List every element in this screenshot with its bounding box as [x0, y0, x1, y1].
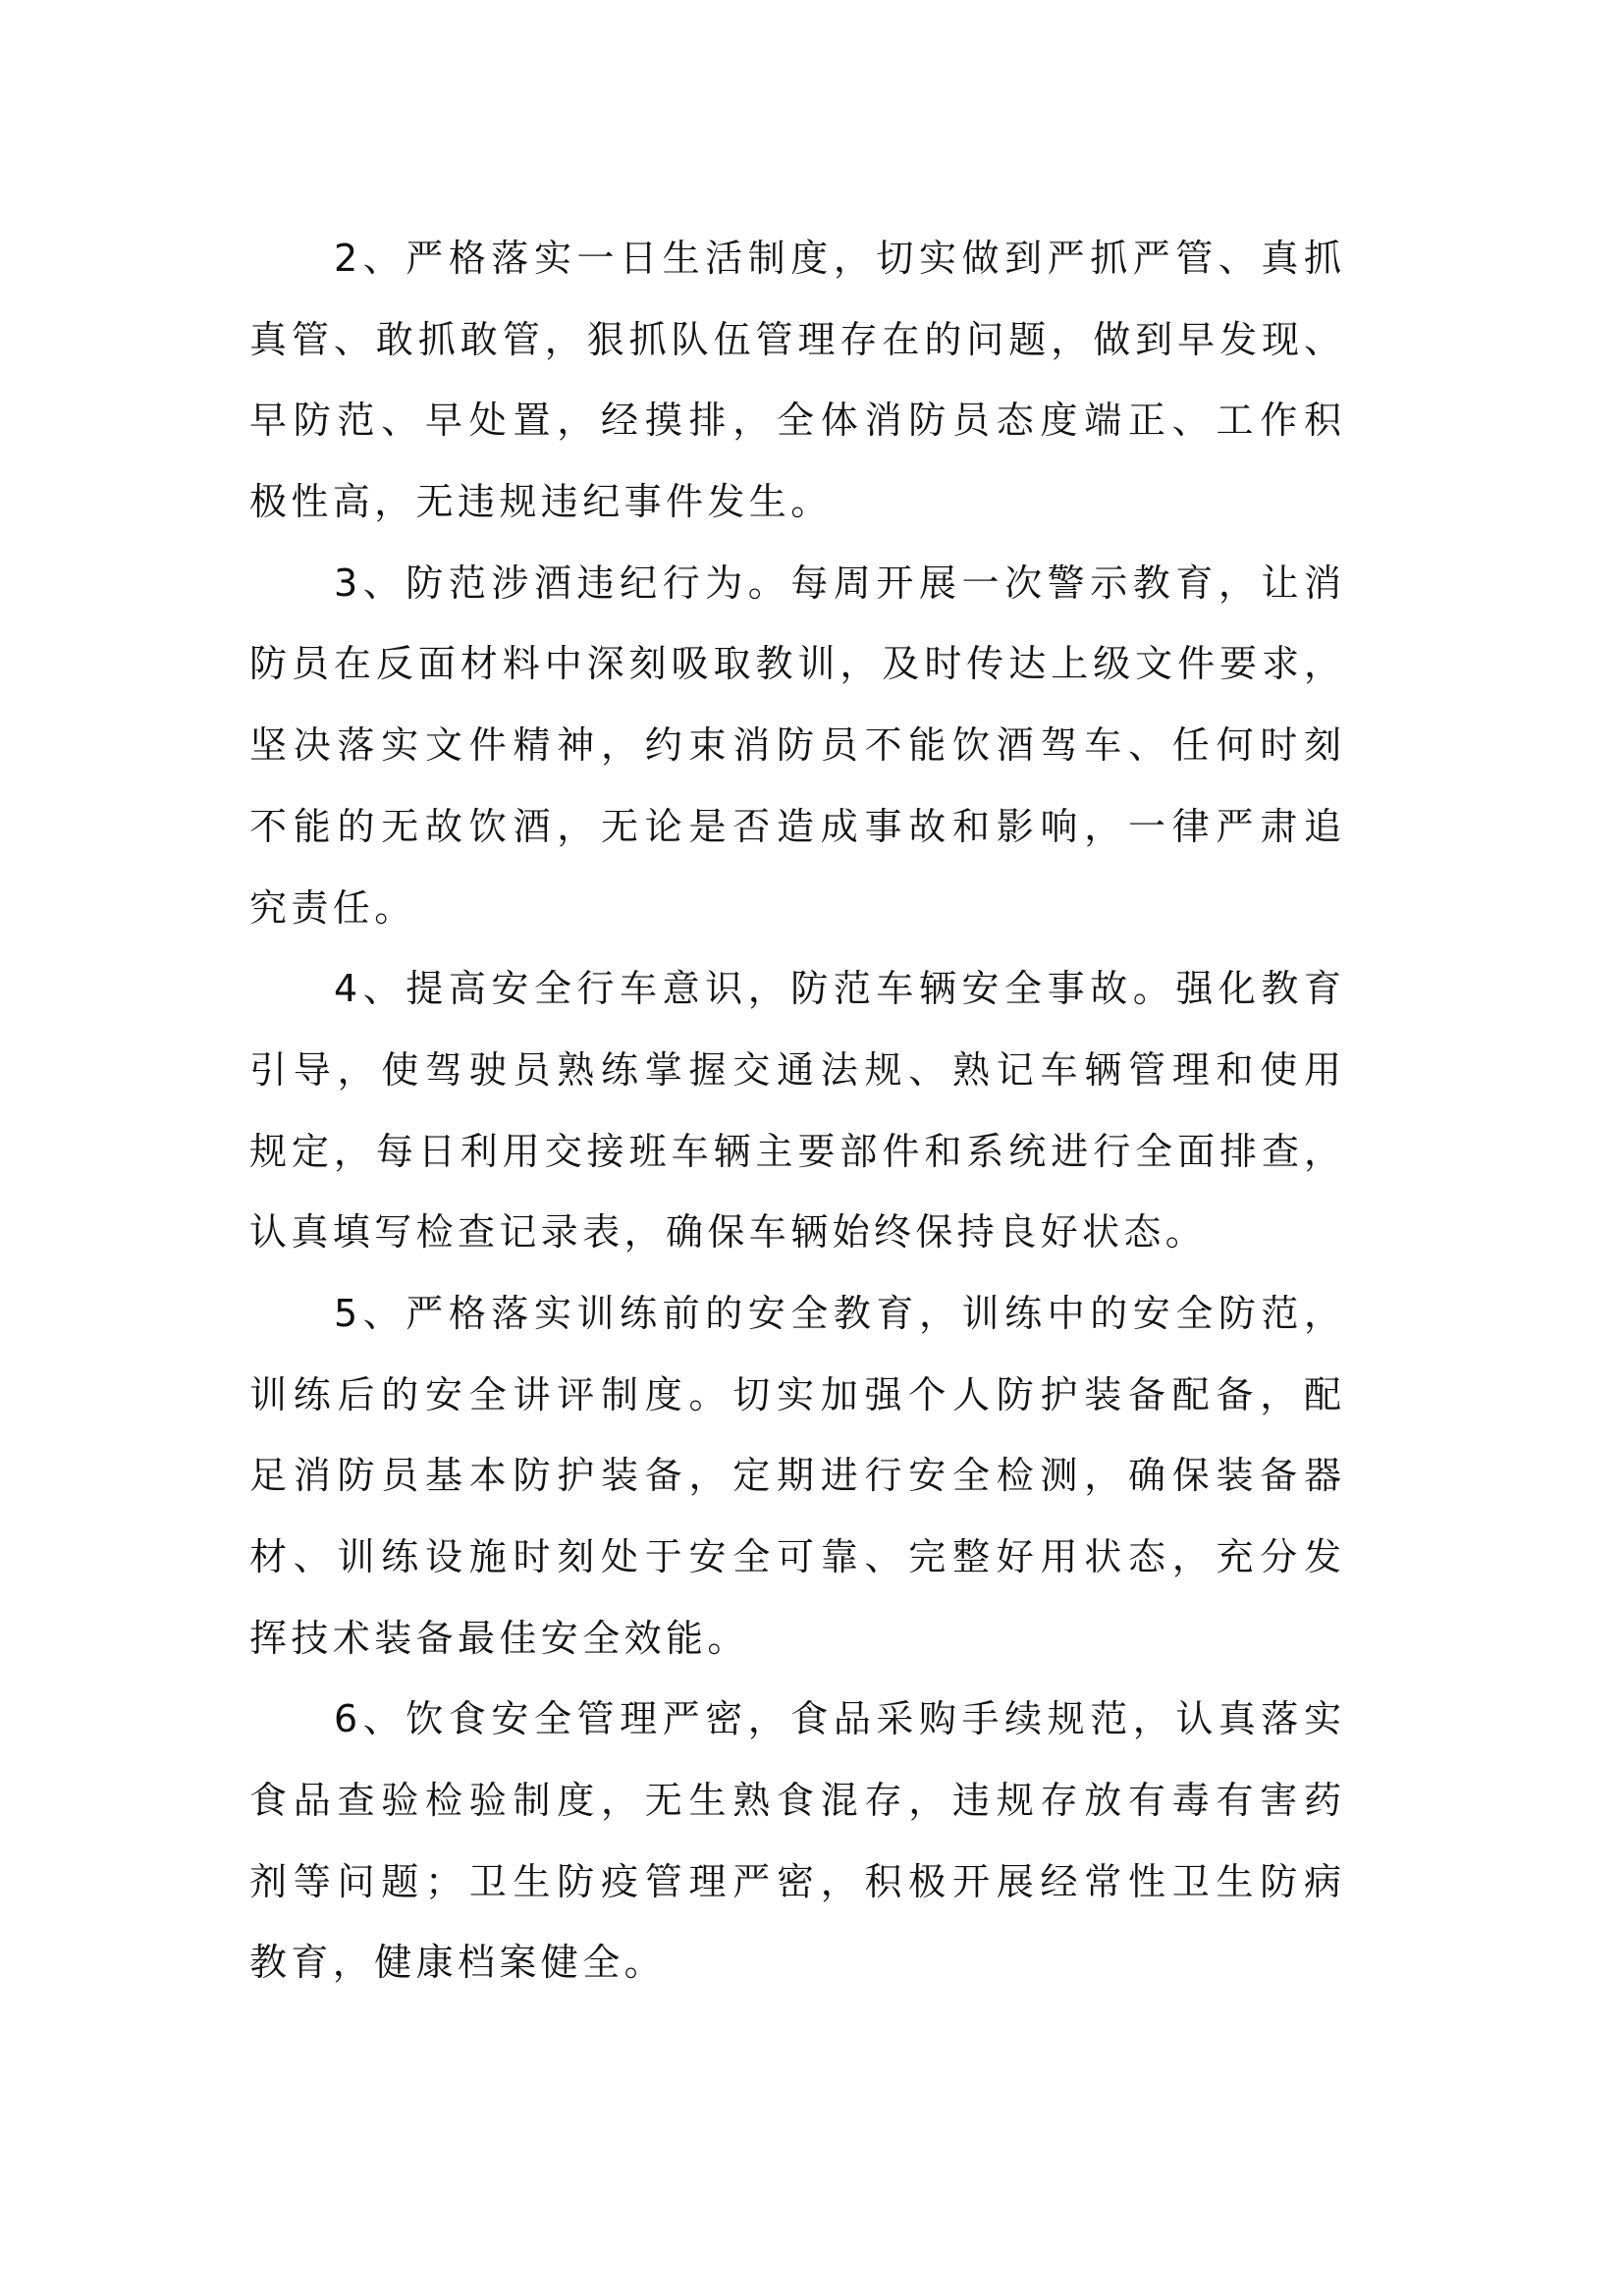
text-line: 引导，使驾驶员熟练掌握交通法规、熟记车辆管理和使用 [249, 1047, 1343, 1092]
text-line: 不能的无故饮酒，无论是否造成事故和影响，一律严肃追 [249, 804, 1343, 848]
text-line: 3、防范涉酒违纪行为。每周开展一次警示教育，让消 [334, 561, 1343, 605]
text-line: 究责任。 [249, 885, 416, 930]
text-line: 认真填写检查记录表，确保车辆始终保持良好状态。 [249, 1210, 1208, 1255]
text-line: 食品查验检验制度，无生熟食混存，违规存放有毒有害药 [249, 1779, 1343, 1823]
paragraph [249, 1273, 1343, 1679]
text-line: 坚决落实文件精神，约束消防员不能饮酒驾车、任何时刻 [249, 723, 1343, 768]
paragraph [249, 218, 1343, 543]
paragraph [249, 1679, 1343, 2003]
text-line: 6、饮食安全管理严密，食品采购手续规范，认真落实 [334, 1697, 1343, 1741]
text-line: 挥技术装备最佳安全效能。 [249, 1616, 749, 1660]
text-line: 材、训练设施时刻处于安全可靠、完整好用状态，充分发 [249, 1535, 1343, 1578]
text-line: 2、严格落实一日生活制度，切实做到严抓严管、真抓 [334, 237, 1343, 280]
text-line: 防员在反面材料中深刻吸取教训，及时传达上级文件要求， [249, 642, 1343, 686]
text-line: 剂等问题；卫生防疫管理严密，积极开展经常性卫生防病 [249, 1859, 1343, 1903]
text-line: 教育，健康档案健全。 [249, 1941, 667, 1985]
text-line: 规定，每日利用交接班车辆主要部件和系统进行全面排查， [249, 1129, 1343, 1173]
text-line: 5、严格落实训练前的安全教育，训练中的安全防范， [334, 1291, 1343, 1335]
document-page [249, 218, 1343, 2003]
paragraph [249, 543, 1343, 948]
paragraph [249, 948, 1343, 1273]
text-line: 训练后的安全讲评制度。切实加强个人防护装备配备，配 [249, 1372, 1343, 1416]
text-line: 足消防员基本防护装备，定期进行安全检测，确保装备器 [249, 1454, 1343, 1498]
text-line: 极性高，无违规违纪事件发生。 [249, 480, 833, 524]
text-line: 早防范、早处置，经摸排，全体消防员态度端正、工作积 [249, 399, 1343, 443]
text-line: 真管、敢抓敢管，狠抓队伍管理存在的问题，做到早发现、 [249, 317, 1343, 361]
text-line: 4、提高安全行车意识，防范车辆安全事故。强化教育 [334, 967, 1343, 1011]
